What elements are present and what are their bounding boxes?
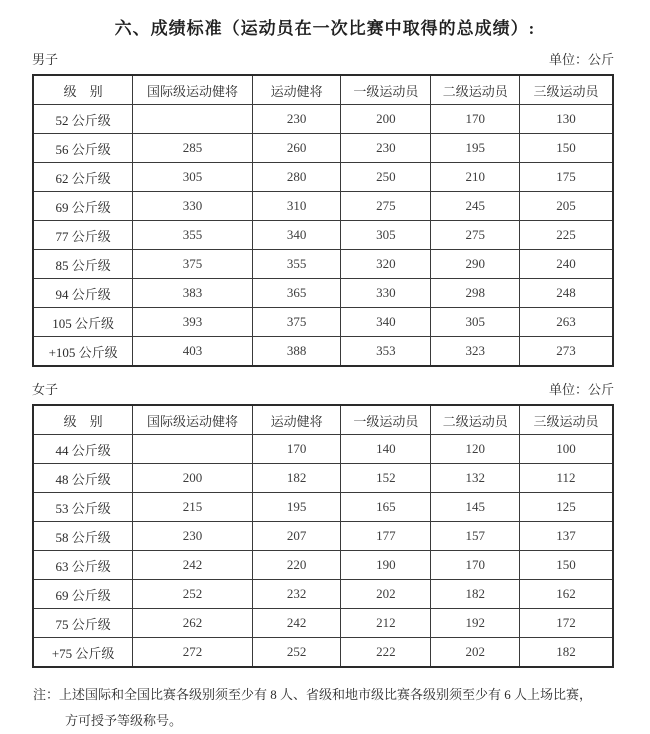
score-cell: 200	[341, 105, 431, 134]
table-row	[33, 221, 613, 250]
score-cell: 182	[431, 580, 520, 609]
womens-section-label: 女子	[32, 382, 59, 397]
score-cell: 230	[341, 134, 431, 163]
score-cell: 132	[431, 464, 520, 493]
table-row	[33, 163, 613, 192]
table-row	[33, 522, 613, 551]
score-cell: 202	[431, 638, 520, 668]
column-header: 一级运动员	[341, 75, 431, 105]
score-cell: 222	[341, 638, 431, 668]
score-cell: 275	[431, 221, 520, 250]
score-cell: 210	[431, 163, 520, 192]
score-cell: 130	[520, 105, 613, 134]
score-cell: 230	[133, 522, 252, 551]
table-row	[33, 308, 613, 337]
score-cell: 280	[252, 163, 341, 192]
column-header: 级 别	[33, 405, 133, 435]
score-cell: 340	[252, 221, 341, 250]
weight-class-cell: 75 公斤级	[33, 609, 133, 638]
womens-grade-table	[32, 404, 614, 668]
score-cell: 242	[252, 609, 341, 638]
score-cell: 285	[133, 134, 252, 163]
score-cell: 290	[431, 250, 520, 279]
column-header: 三级运动员	[520, 405, 613, 435]
score-cell: 230	[252, 105, 341, 134]
table-header-row	[33, 405, 613, 435]
score-cell: 310	[252, 192, 341, 221]
table-row	[33, 580, 613, 609]
weight-class-cell: 105 公斤级	[33, 308, 133, 337]
score-cell: 215	[133, 493, 252, 522]
table-row	[33, 337, 613, 367]
score-cell: 305	[431, 308, 520, 337]
weight-class-cell: 52 公斤级	[33, 105, 133, 134]
column-header: 二级运动员	[431, 405, 520, 435]
weight-class-cell: 85 公斤级	[33, 250, 133, 279]
weight-class-cell: 44 公斤级	[33, 435, 133, 464]
score-cell: 100	[520, 435, 613, 464]
score-cell: 182	[252, 464, 341, 493]
score-cell: 190	[341, 551, 431, 580]
weight-class-cell: 48 公斤级	[33, 464, 133, 493]
page-title: 六、成绩标准（运动员在一次比赛中取得的总成绩）:	[114, 19, 536, 38]
score-cell: 150	[520, 134, 613, 163]
score-cell: 205	[520, 192, 613, 221]
weight-class-cell: 63 公斤级	[33, 551, 133, 580]
score-cell: 165	[341, 493, 431, 522]
score-cell: 355	[133, 221, 252, 250]
footnote-line-2: 方可授予等级称号。	[65, 713, 183, 728]
score-cell: 388	[252, 337, 341, 367]
column-header: 运动健将	[252, 75, 341, 105]
score-cell: 232	[252, 580, 341, 609]
score-cell: 298	[431, 279, 520, 308]
score-cell: 145	[431, 493, 520, 522]
footnote-line-1: 注：上述国际和全国比赛各级别须至少有 8 人、省级和地市级比赛各级别须至少有 6 人上场比赛，	[33, 687, 593, 702]
table-row	[33, 134, 613, 163]
score-cell: 202	[341, 580, 431, 609]
column-header: 国际级运动健将	[133, 405, 252, 435]
table-row	[33, 279, 613, 308]
column-header: 国际级运动健将	[133, 75, 252, 105]
mens-grade-table	[32, 74, 614, 367]
score-cell: 152	[341, 464, 431, 493]
score-cell: 365	[252, 279, 341, 308]
score-cell: 150	[520, 551, 613, 580]
score-cell: 330	[341, 279, 431, 308]
footnote	[33, 682, 622, 734]
score-cell: 220	[252, 551, 341, 580]
score-cell: 305	[133, 163, 252, 192]
table-row	[33, 493, 613, 522]
weight-class-cell: +75 公斤级	[33, 638, 133, 668]
score-cell: 275	[341, 192, 431, 221]
score-cell: 375	[252, 308, 341, 337]
score-cell: 177	[341, 522, 431, 551]
weight-class-cell: 77 公斤级	[33, 221, 133, 250]
weight-class-cell: 69 公斤级	[33, 580, 133, 609]
score-cell: 162	[520, 580, 613, 609]
score-cell: 250	[341, 163, 431, 192]
score-cell: 353	[341, 337, 431, 367]
score-cell: 383	[133, 279, 252, 308]
table-header-row	[33, 75, 613, 105]
score-cell: 195	[252, 493, 341, 522]
weight-class-cell: 53 公斤级	[33, 493, 133, 522]
column-header: 级 别	[33, 75, 133, 105]
score-cell: 263	[520, 308, 613, 337]
score-cell: 248	[520, 279, 613, 308]
score-cell	[133, 105, 252, 134]
weight-class-cell: 69 公斤级	[33, 192, 133, 221]
table-row	[33, 551, 613, 580]
score-cell: 305	[341, 221, 431, 250]
score-cell: 330	[133, 192, 252, 221]
column-header: 二级运动员	[431, 75, 520, 105]
score-cell: 393	[133, 308, 252, 337]
weight-class-cell: +105 公斤级	[33, 337, 133, 367]
mens-section-label: 男子	[32, 52, 59, 67]
score-cell: 120	[431, 435, 520, 464]
score-cell: 112	[520, 464, 613, 493]
score-cell: 170	[431, 105, 520, 134]
score-cell: 245	[431, 192, 520, 221]
weight-class-cell: 58 公斤级	[33, 522, 133, 551]
womens-unit-label: 单位：公斤	[548, 382, 614, 397]
score-cell: 140	[341, 435, 431, 464]
mens-unit-label: 单位：公斤	[548, 52, 614, 67]
score-cell: 262	[133, 609, 252, 638]
score-cell: 170	[252, 435, 341, 464]
score-cell: 252	[252, 638, 341, 668]
womens-section-header	[32, 379, 614, 398]
score-cell: 137	[520, 522, 613, 551]
score-cell: 260	[252, 134, 341, 163]
column-header: 三级运动员	[520, 75, 613, 105]
score-cell: 175	[520, 163, 613, 192]
score-cell: 403	[133, 337, 252, 367]
table-row	[33, 609, 613, 638]
table-row	[33, 192, 613, 221]
score-cell: 200	[133, 464, 252, 493]
score-cell: 375	[133, 250, 252, 279]
score-cell: 242	[133, 551, 252, 580]
score-cell: 157	[431, 522, 520, 551]
score-cell: 125	[520, 493, 613, 522]
mens-section-header	[32, 49, 614, 68]
weight-class-cell: 62 公斤级	[33, 163, 133, 192]
weight-class-cell: 56 公斤级	[33, 134, 133, 163]
score-cell: 212	[341, 609, 431, 638]
table-row	[33, 250, 613, 279]
score-cell: 323	[431, 337, 520, 367]
score-cell: 355	[252, 250, 341, 279]
weight-class-cell: 94 公斤级	[33, 279, 133, 308]
score-cell: 225	[520, 221, 613, 250]
column-header: 运动健将	[252, 405, 341, 435]
column-header: 一级运动员	[341, 405, 431, 435]
score-cell: 170	[431, 551, 520, 580]
score-cell: 320	[341, 250, 431, 279]
score-cell: 195	[431, 134, 520, 163]
table-row	[33, 435, 613, 464]
table-row	[33, 638, 613, 668]
score-cell: 252	[133, 580, 252, 609]
score-cell: 192	[431, 609, 520, 638]
score-cell: 207	[252, 522, 341, 551]
score-cell	[133, 435, 252, 464]
score-cell: 240	[520, 250, 613, 279]
score-cell: 182	[520, 638, 613, 668]
table-row	[33, 464, 613, 493]
table-row	[33, 105, 613, 134]
score-cell: 273	[520, 337, 613, 367]
score-cell: 172	[520, 609, 613, 638]
score-cell: 272	[133, 638, 252, 668]
score-cell: 340	[341, 308, 431, 337]
